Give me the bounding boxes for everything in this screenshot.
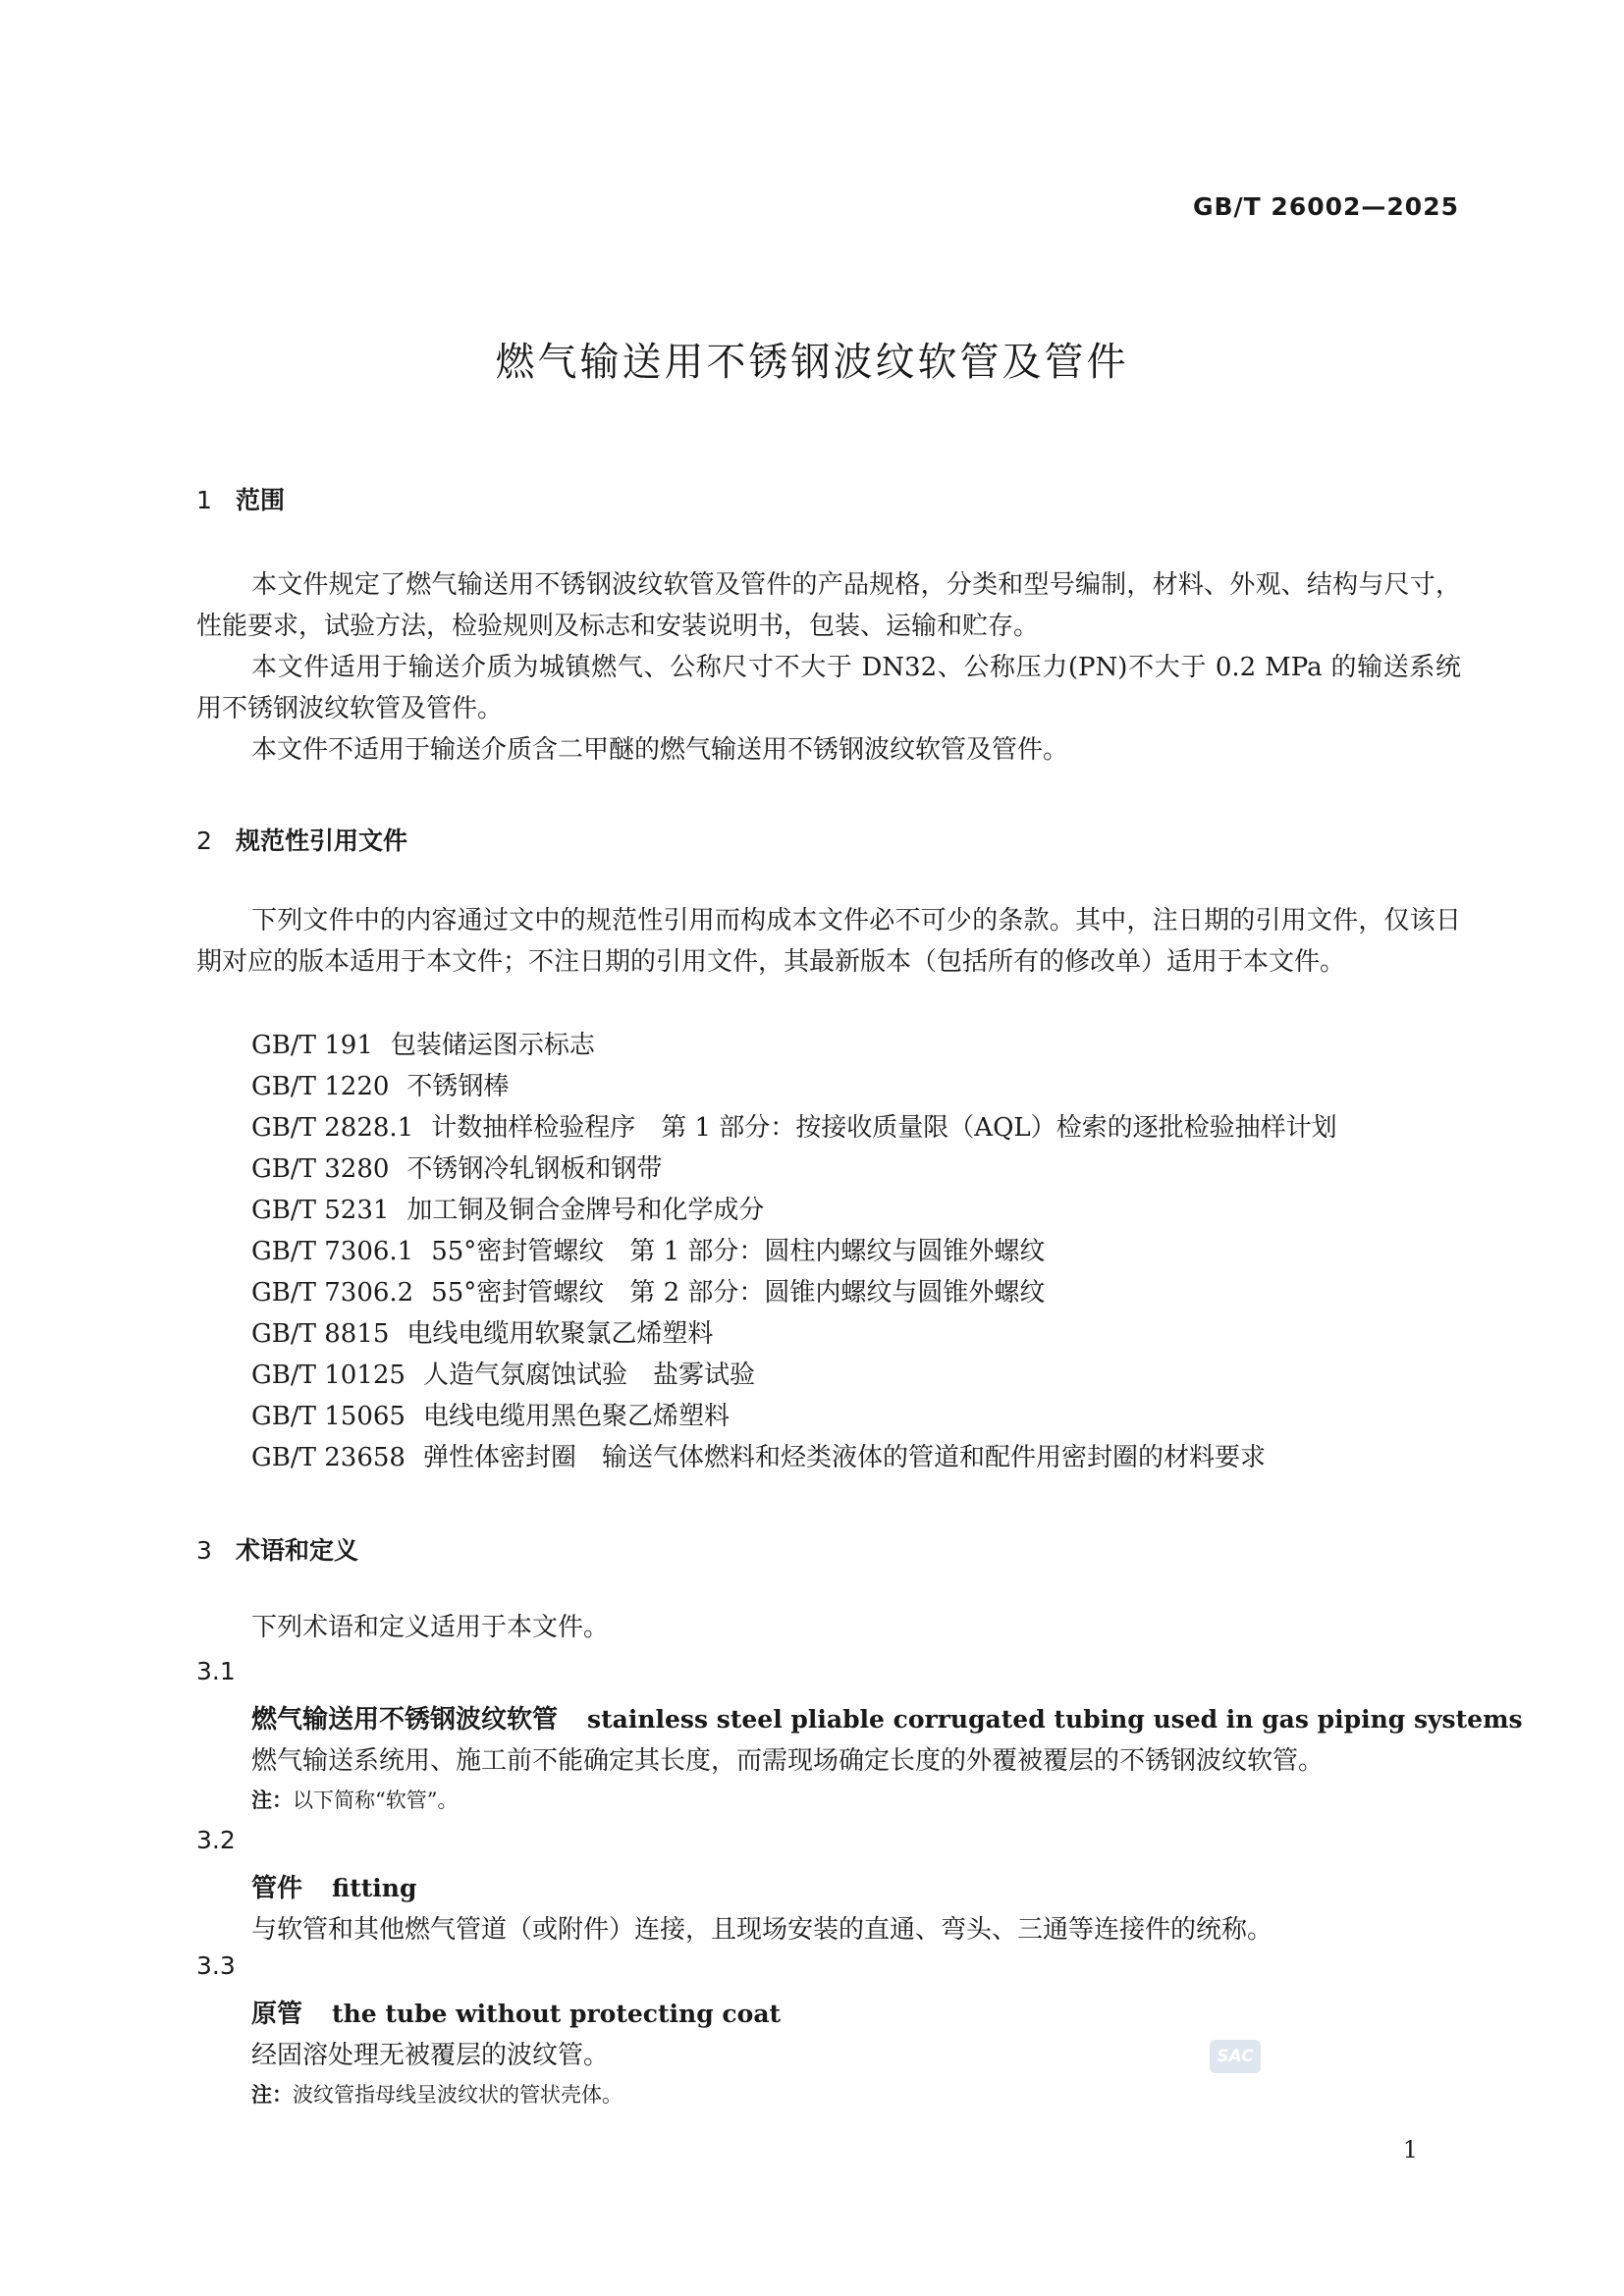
reference-code: GB/T 2828.1	[251, 1113, 414, 1143]
section-number: 3	[196, 1536, 212, 1565]
term-english: stainless steel pliable corrugated tubing used in gas piping systems	[587, 1705, 1523, 1734]
reference-item	[251, 1437, 1266, 1478]
reference-code: GB/T 7306.1	[251, 1237, 414, 1266]
reference-code: GB/T 10125	[251, 1361, 406, 1390]
section-number: 2	[196, 827, 212, 855]
term-chinese: 原管	[251, 2000, 303, 2029]
reference-title: 55°密封管螺纹 第 2 部分：圆锥内螺纹与圆锥外螺纹	[431, 1278, 1046, 1308]
section-title: 范围	[236, 486, 286, 514]
reference-code: GB/T 7306.2	[251, 1278, 414, 1308]
reference-item	[251, 1396, 730, 1437]
reference-title: 弹性体密封圈 输送气体燃料和烃类液体的管道和配件用密封圈的材料要求	[422, 1443, 1266, 1472]
reference-code: GB/T 3280	[251, 1154, 390, 1184]
sac-watermark-logo: SAC	[1210, 2040, 1261, 2073]
reference-title: 不锈钢冷轧钢板和钢带	[406, 1154, 663, 1184]
reference-code: GB/T 8815	[251, 1319, 390, 1349]
reference-code: GB/T 15065	[251, 1402, 406, 1431]
normative-intro: 下列文件中的内容通过文中的规范性引用而构成本文件必不可少的条款。其中，注日期的引用文件，仅该日期对应的版本适用于本文件；不注日期的引用文件，其最新版本（包括所有的修改单）适用于本文件。	[196, 906, 1461, 977]
reference-title: 电线电缆用软聚氯乙烯塑料	[406, 1319, 714, 1349]
reference-title: 不锈钢棒	[406, 1072, 510, 1101]
reference-title: 人造气氛腐蚀试验 盐雾试验	[422, 1361, 755, 1390]
term-definition: 与软管和其他燃气管道（或附件）连接，且现场安装的直通、弯头、三通等连接件的统称。	[251, 1915, 1273, 1945]
reference-code: GB/T 191	[251, 1031, 373, 1060]
term-english: the tube without protecting coat	[332, 2000, 782, 2028]
scope-paragraph-1: 本文件规定了燃气输送用不锈钢波纹软管及管件的产品规格，分类和型号编制，材料、外观、结构与尺寸，性能要求，试验方法，检验规则及标志和安装说明书，包装、运输和贮存。	[196, 570, 1461, 641]
term-note	[251, 2079, 623, 2109]
reference-code: GB/T 1220	[251, 1072, 390, 1101]
reference-item	[251, 1313, 713, 1355]
reference-title: 电线电缆用黑色聚乙烯塑料	[422, 1402, 730, 1431]
term-number: 3.3	[196, 1951, 236, 1980]
reference-item	[251, 1231, 1045, 1272]
term-chinese: 管件	[251, 1874, 303, 1903]
reference-code: GB/T 23658	[251, 1443, 406, 1472]
terms-intro: 下列术语和定义适用于本文件。	[251, 1613, 610, 1642]
section-title: 术语和定义	[236, 1536, 359, 1565]
term-number: 3.1	[196, 1657, 236, 1685]
term-note	[251, 1785, 458, 1814]
reference-title: 加工铜及铜合金牌号和化学成分	[406, 1196, 765, 1225]
section-title: 规范性引用文件	[236, 827, 408, 855]
page-number: 1	[1402, 2136, 1418, 2163]
reference-title: 包装储运图示标志	[390, 1031, 595, 1060]
term-entry	[251, 1868, 416, 1904]
scope-paragraph-2: 本文件适用于输送介质为城镇燃气、公称尺寸不大于 DN32、公称压力(PN)不大于 0.2 MPa 的输送系统用不锈钢波纹软管及管件。	[196, 653, 1461, 723]
term-chinese: 燃气输送用不锈钢波纹软管	[251, 1705, 559, 1735]
reference-item	[251, 1148, 662, 1190]
term-number: 3.2	[196, 1826, 236, 1854]
reference-code: GB/T 5231	[251, 1196, 390, 1225]
section-number: 1	[196, 486, 212, 514]
scope-paragraph-3: 本文件不适用于输送介质含二甲醚的燃气输送用不锈钢波纹软管及管件。	[251, 735, 1069, 765]
reference-item	[251, 1355, 755, 1396]
reference-item	[251, 1190, 764, 1231]
reference-item	[251, 1107, 1337, 1148]
term-english: fitting	[332, 1874, 417, 1902]
note-label: 注：	[251, 1789, 293, 1812]
section-heading-normative-references	[196, 822, 407, 857]
document-title: 燃气输送用不锈钢波纹软管及管件	[495, 340, 1129, 385]
reference-item	[251, 1066, 509, 1107]
reference-item	[251, 1025, 595, 1066]
standard-number: GB/T 26002—2025	[1192, 192, 1459, 221]
term-entry	[251, 1994, 781, 2030]
reference-item	[251, 1272, 1045, 1313]
section-heading-scope	[196, 481, 285, 516]
note-label: 注：	[251, 2083, 293, 2107]
term-definition: 燃气输送系统用、施工前不能确定其长度，而需现场确定长度的外覆被覆层的不锈钢波纹软管。	[251, 1746, 1325, 1776]
reference-title: 55°密封管螺纹 第 1 部分：圆柱内螺纹与圆锥外螺纹	[431, 1237, 1046, 1266]
section-heading-terms	[196, 1531, 358, 1567]
note-text: 波纹管指母线呈波纹状的管状壳体。	[293, 2083, 623, 2107]
note-text: 以下简称“软管”。	[293, 1789, 459, 1812]
term-entry	[251, 1699, 1523, 1735]
term-definition: 经固溶处理无被覆层的波纹管。	[251, 2041, 610, 2070]
reference-title: 计数抽样检验程序 第 1 部分：按接收质量限（AQL）检索的逐批检验抽样计划	[431, 1113, 1337, 1143]
